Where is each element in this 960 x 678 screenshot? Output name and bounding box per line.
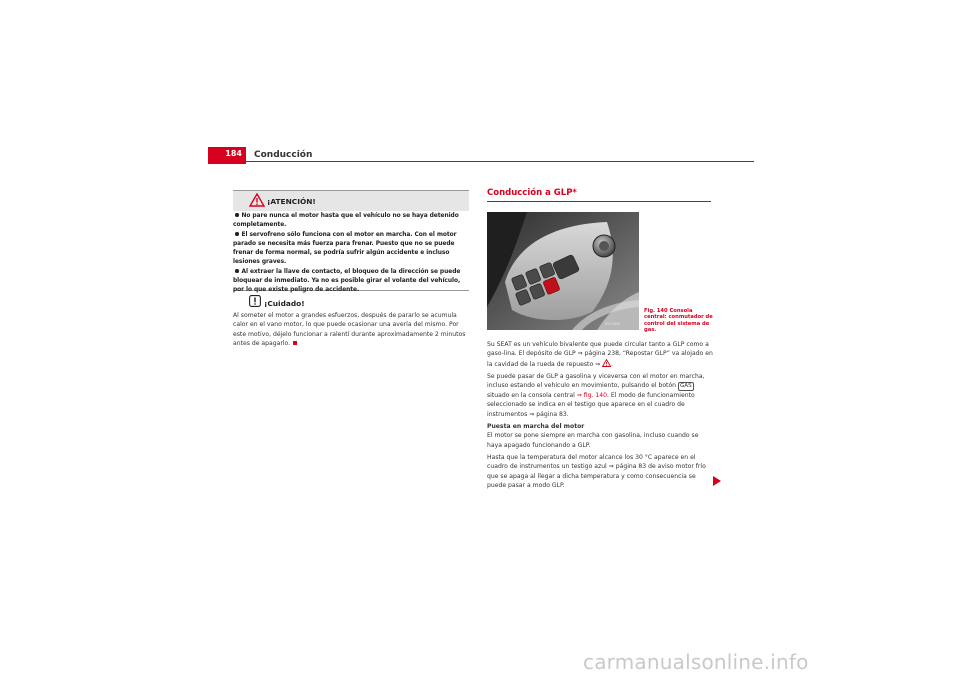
section-rule: [487, 201, 711, 202]
warning-item: Al extraer la llave de contacto, el bloqueo de la dirección se puede bloquear de inmediato. Ya no es posible girar el volante del vehículo, por lo que existe peligro de accidente.: [233, 269, 461, 293]
warning-box: [233, 190, 469, 291]
console-photo: [487, 212, 639, 330]
caution-text: Al someter el motor a grandes esfuerzos, después de pararlo se acumula calor en el vano motor, lo que puede ocasionar una avería del mismo. Por este motivo, déjelo funcionar a ralentí durante aproximadamente 2 minutos antes de apagarlo.: [233, 312, 466, 347]
paragraph: Su SEAT es un vehículo bivalente que puede circular tanto a GLP como a gaso-lina. El depósito de GLP ⇒ página 238, “Repostar GLP” va alojado en la cavidad de la rueda de repuesto ⇒ .: [487, 341, 713, 368]
end-square-icon: [293, 341, 297, 345]
paragraph: Hasta que la temperatura del motor alcance los 30 °C aparece en el cuadro de instrumentos un testigo azul ⇒ página 83 de aviso motor frío que se apaga al llegar a dicha temperatura y como consecuencia se puede pasar a modo GLP.: [487, 453, 706, 489]
warning-header: [233, 191, 469, 211]
figure-code: B5P-0666: [605, 322, 621, 326]
bullet-icon: [235, 232, 239, 236]
figure-link[interactable]: ⇒ fig. 140: [576, 392, 607, 400]
warning-triangle-icon: [249, 193, 265, 207]
watermark: carmanualsonline.info: [583, 650, 809, 674]
warning-list: [233, 212, 469, 296]
warning-triangle-icon: [602, 359, 611, 367]
bullet-icon: [235, 213, 239, 217]
section-body: [487, 340, 715, 493]
bullet-icon: [235, 269, 239, 273]
warning-item: No pare nunca el motor hasta que el vehículo no se haya detenido completamente.: [233, 213, 459, 228]
gas-key: GAS: [679, 383, 692, 390]
caution-title: ¡Cuidado!: [264, 299, 305, 308]
section-title: Conducción a GLP*: [487, 188, 577, 198]
page-number-bar: [208, 161, 246, 164]
warning-item: El servofreno sólo funciona con el motor en marcha. Con el motor parado se necesita más fuerza para frenar. Puesto que no se puede frenar de forma normal, se podría sufrir algún accidente e incluso lesiones graves.: [233, 232, 457, 265]
warning-title: ¡ATENCIÓN!: [267, 197, 316, 206]
continue-arrow-icon: [712, 475, 722, 487]
figure-caption: Fig. 140 Consola central: conmutador de control del sistema de gas.: [644, 308, 713, 334]
header-rule: [246, 161, 754, 162]
subheading: Puesta en marcha del motor: [487, 423, 585, 431]
page-number: 184: [208, 147, 246, 161]
console-illustration: [487, 212, 639, 330]
section-header: Conducción: [254, 150, 313, 160]
caution-icon: [249, 295, 261, 307]
paragraph: El motor se pone siempre en marcha con gasolina, incluso cuando se haya apagado funcionando a GLP.: [487, 432, 699, 449]
paragraph: Se puede pasar de GLP a gasolina y viceversa con el motor en marcha, incluso estando el vehículo en movimiento, pulsando el botón GAS situado en la consola central ⇒ fig. 140. El modo de funcionamiento seleccionado se indica en el testigo que aparece en el cuadro de instrumentos ⇒ página 83.: [487, 372, 705, 418]
